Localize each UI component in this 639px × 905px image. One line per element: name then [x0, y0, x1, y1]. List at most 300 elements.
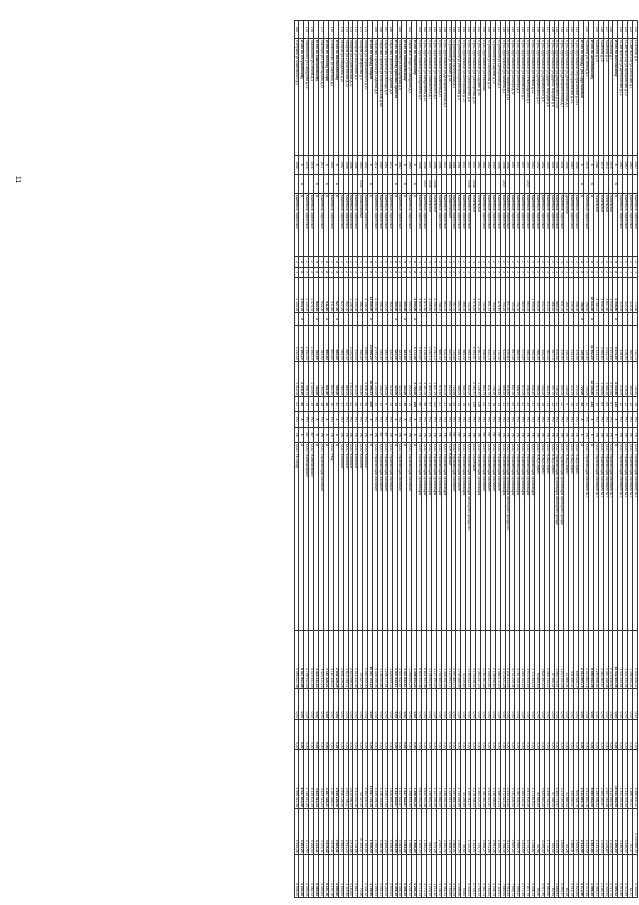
- table-cell: 1 456 553,01: [628, 630, 633, 688]
- table-cell: 702,60: [481, 277, 486, 313]
- table-cell: 172: [353, 21, 358, 39]
- table-cell: X: [588, 267, 593, 277]
- table-cell: 5: [603, 257, 608, 267]
- table-cell: 1 258 177,94: [382, 630, 387, 688]
- table-cell: РО: [623, 412, 628, 427]
- table-cell: 2 075,20: [373, 325, 378, 361]
- table-cell: 137: [544, 21, 549, 39]
- table-cell: 133: [564, 21, 569, 39]
- table-cell: 404 559,01: [569, 750, 574, 808]
- table-cell: ООО "Управляющая компания": [485, 442, 490, 630]
- table-cell: 1 609,83: [574, 808, 579, 854]
- table-cell: 143: [515, 21, 520, 39]
- table-cell: 1 986,69: [412, 808, 417, 854]
- table-cell: 64: [598, 397, 603, 412]
- table-cell: 712,70: [633, 325, 638, 361]
- table-cell: [338, 174, 343, 193]
- table-cell: РО: [505, 412, 510, 427]
- table-row: [451, 21, 456, 898]
- table-cell: 1 120 944,71: [446, 630, 451, 688]
- table-cell: X: [299, 257, 304, 267]
- table-cell: 911,60: [324, 277, 329, 313]
- table-cell: 10: [402, 397, 407, 412]
- table-cell: [588, 21, 593, 39]
- table-cell: 1 986 072,23: [495, 630, 500, 688]
- table-cell: Каменные, кирпичные: [628, 193, 633, 257]
- table-cell: УК: [608, 427, 613, 442]
- table-cell: 0,00: [598, 719, 603, 750]
- table-cell: Каменные, кирпичные: [584, 193, 589, 257]
- table-cell: 149,00: [564, 361, 569, 397]
- table-cell: 114: [613, 397, 618, 412]
- table-cell: ТСЖ "Южный": [446, 442, 451, 630]
- table-cell: X: [314, 257, 319, 267]
- table-cell: 2 505,09: [554, 808, 559, 854]
- table-cell: Каменные, кирпичные: [373, 193, 378, 257]
- table-row: [559, 21, 564, 898]
- table-cell: г.Гусь-Хрустальный ул.Менделеева д.9: [417, 38, 422, 155]
- table-cell: 1 828 655,33: [387, 630, 392, 688]
- table-cell: 6 844 953,58: [417, 630, 422, 688]
- table-cell: 2 032,10: [427, 325, 432, 361]
- table-cell: УК: [628, 427, 633, 442]
- table-cell: 3 423 411,23: [319, 630, 324, 688]
- table-cell: 3 309 099,05: [373, 750, 378, 808]
- table-cell: 10 958,20: [368, 325, 373, 361]
- table-cell: Итого по Камешковскому: [314, 38, 319, 155]
- table-cell: 4 038,13: [530, 854, 535, 897]
- table-cell: [534, 313, 539, 326]
- table-cell: 2: [343, 257, 348, 267]
- table-cell: X: [324, 174, 329, 193]
- table-row: [490, 21, 495, 898]
- table-cell: 177: [319, 21, 324, 39]
- table-cell: X: [299, 427, 304, 442]
- table-cell: Каменные, кирпичные: [539, 193, 544, 257]
- table-cell: 15: [495, 397, 500, 412]
- table-cell: 1957: [525, 155, 530, 174]
- table-cell: [559, 174, 564, 193]
- table-cell: [461, 174, 466, 193]
- table-cell: 0,00: [608, 719, 613, 750]
- table-cell: 4 038,75: [490, 854, 495, 897]
- table-cell: 0,00: [500, 719, 505, 750]
- table-cell: 2 449 734,21: [544, 750, 549, 808]
- table-cell: 378,00: [618, 361, 623, 397]
- table-row: [554, 21, 559, 898]
- table-cell: г.Гусь-Хрустальный ул.Октября д.4: [515, 38, 520, 155]
- table-cell: [485, 174, 490, 193]
- table-cell: 169: [373, 21, 378, 39]
- table-cell: 0,00: [466, 689, 471, 720]
- table-cell: 415,00: [628, 277, 633, 313]
- table-cell: [436, 313, 441, 326]
- table-cell: X: [412, 427, 417, 442]
- table-cell: Панельные: [593, 193, 598, 257]
- table-cell: 686,30: [436, 325, 441, 361]
- table-cell: г.Ковров ул.Некрасова д.5: [358, 38, 363, 155]
- table-cell: Панельные: [431, 193, 436, 257]
- table-cell: 783,00: [314, 325, 319, 361]
- table-cell: г.Гусь-Хрустальный ул.Транспортная д.8: [466, 38, 471, 155]
- table-cell: 4 093,37: [559, 854, 564, 897]
- table-cell: 2 771,45: [520, 854, 525, 897]
- table-cell: УК: [397, 427, 402, 442]
- table-cell: 18: [633, 397, 638, 412]
- table-cell: РО: [618, 412, 623, 427]
- table-cell: 1 044,00: [304, 325, 309, 361]
- table-cell: п.Красные Усады ул.Заводская д.1: [407, 38, 412, 155]
- table-row: [530, 21, 535, 898]
- table-row: [603, 21, 608, 898]
- table-cell: X: [392, 267, 397, 277]
- table-cell: 1 990 775,57: [554, 750, 559, 808]
- table-cell: г.Гусь-Хрустальный ул.Менделеева д.10: [422, 38, 427, 155]
- table-cell: 167: [382, 21, 387, 39]
- table-cell: 2: [476, 267, 481, 277]
- table-cell: РО: [525, 412, 530, 427]
- table-cell: 12: [628, 397, 633, 412]
- table-row: [373, 21, 378, 898]
- table-cell: 2: [319, 257, 324, 267]
- table-cell: X: [412, 193, 417, 257]
- table-cell: 0,00: [481, 689, 486, 720]
- table-cell: 18: [539, 397, 544, 412]
- table-cell: 0,00: [343, 689, 348, 720]
- table-cell: 63: [603, 397, 608, 412]
- table-cell: Каменные, кирпичные: [422, 193, 427, 257]
- table-cell: ВУ: [377, 427, 382, 442]
- table-cell: 4 052,33: [441, 854, 446, 897]
- table-cell: 2 363 207,23: [476, 750, 481, 808]
- table-cell: 2 514 932,58: [353, 750, 358, 808]
- table-cell: УК: [431, 427, 436, 442]
- table-cell: [495, 174, 500, 193]
- table-cell: 0,00: [515, 689, 520, 720]
- table-cell: 150: [481, 21, 486, 39]
- table-cell: X: [324, 442, 329, 630]
- table-cell: п.Малышево ул.Молодежная д.8: [397, 38, 402, 155]
- table-cell: X: [579, 155, 584, 174]
- table-row: [319, 21, 324, 898]
- table-cell: 0,00: [603, 719, 608, 750]
- table-cell: ООО "ЖЭЦ Сервис": [574, 442, 579, 630]
- table-cell: 1962: [338, 155, 343, 174]
- table-cell: 4 075,10: [525, 808, 530, 854]
- table-cell: 156: [451, 21, 456, 39]
- table-cell: 7 877,79: [525, 854, 530, 897]
- table-cell: 2: [530, 267, 535, 277]
- table-cell: 1979: [598, 155, 603, 174]
- table-cell: 2 614,70: [299, 277, 304, 313]
- table-cell: 0,00: [588, 719, 593, 750]
- table-cell: 3 896,40: [363, 325, 368, 361]
- table-cell: 142: [520, 21, 525, 39]
- table-cell: 8 663,66: [544, 854, 549, 897]
- table-cell: 128: [598, 21, 603, 39]
- table-cell: 0,00: [456, 689, 461, 720]
- table-cell: 1 164,84: [363, 808, 368, 854]
- table-cell: 0,00: [500, 689, 505, 720]
- table-cell: ООО "Управляющая организация жилищного фонда": [559, 442, 564, 630]
- table-cell: 0,00: [481, 719, 486, 750]
- table-cell: [319, 313, 324, 326]
- table-cell: Итого по городу Ковров: [368, 38, 373, 155]
- table-cell: 1 887,84: [588, 808, 593, 854]
- table-cell: 4 976,25: [471, 277, 476, 313]
- table-cell: РО: [338, 412, 343, 427]
- table-cell: 18: [446, 397, 451, 412]
- table-cell: 3 879,42: [328, 808, 333, 854]
- table-cell: 1 050,00: [530, 277, 535, 313]
- table-cell: п.Шексна д.14: [603, 38, 608, 155]
- table-cell: 0,00: [618, 689, 623, 720]
- table-cell: 776,40: [495, 361, 500, 397]
- table-cell: ООО "Управляющая организация": [422, 442, 427, 630]
- table-cell: [618, 313, 623, 326]
- table-cell: 1 223,97: [471, 808, 476, 854]
- table-cell: 1 865,10: [427, 361, 432, 397]
- table-cell: 1959: [363, 155, 368, 174]
- table-cell: X: [412, 155, 417, 174]
- table-cell: УК: [534, 427, 539, 442]
- table-cell: г.Гусь-Хрустальный ул.Чапаева д.1: [500, 38, 505, 155]
- table-cell: г.Гусь-Хрустальный ул.Дзержинского д.10: [534, 38, 539, 155]
- table-cell: ООО "Комбинат": [358, 442, 363, 630]
- document-sheet: [28, 20, 638, 898]
- table-cell: УК: [471, 427, 476, 442]
- table-cell: г.Гусь-Хрустальный ул.Тимирязева д.14: [505, 38, 510, 155]
- table-cell: 4 148,00: [363, 277, 368, 313]
- table-cell: 2: [343, 267, 348, 277]
- table-cell: 1972: [387, 155, 392, 174]
- table-cell: 1958: [500, 155, 505, 174]
- table-cell: 1952: [539, 155, 544, 174]
- table-row: [579, 21, 584, 898]
- table-cell: X: [333, 257, 338, 267]
- table-cell: 3 781 305,03: [515, 750, 520, 808]
- table-cell: ООО "Управляющая компания №1": [628, 442, 633, 630]
- table-cell: Каменные, кирпичные: [485, 193, 490, 257]
- table-row: [427, 21, 432, 898]
- table-cell: 2 286,00: [613, 808, 618, 854]
- table-cell: 0,00: [490, 689, 495, 720]
- table-cell: [544, 174, 549, 193]
- table-cell: 1 012,00: [294, 325, 299, 361]
- table-cell: УК: [530, 427, 535, 442]
- table-cell: 4 114,96: [343, 854, 348, 897]
- table-cell: 2 646 128,26: [338, 630, 343, 688]
- table-cell: ООО "Управляющая организация": [520, 442, 525, 630]
- table-cell: [534, 174, 539, 193]
- table-cell: п.Шексна ул.Ленина д.3: [584, 38, 589, 155]
- table-row: [569, 21, 574, 898]
- table-cell: 1960: [618, 155, 623, 174]
- table-cell: X: [299, 313, 304, 326]
- table-cell: 10 985,21: [368, 361, 373, 397]
- table-cell: 616,80: [505, 325, 510, 361]
- table-cell: X: [324, 155, 329, 174]
- table-cell: X: [333, 267, 338, 277]
- table-cell: [353, 174, 358, 193]
- table-cell: X: [299, 193, 304, 257]
- table-cell: 565,00: [338, 325, 343, 361]
- table-cell: 0,00: [431, 689, 436, 720]
- table-cell: 614,00: [441, 325, 446, 361]
- table-cell: 200: [368, 397, 373, 412]
- table-cell: 0,00: [358, 689, 363, 720]
- table-cell: 16: [324, 397, 329, 412]
- table-cell: [309, 313, 314, 326]
- table-cell: 2: [549, 257, 554, 267]
- table-cell: ООО "Управляющая организация": [515, 442, 520, 630]
- table-cell: 0,00: [613, 719, 618, 750]
- table-cell: X: [314, 427, 319, 442]
- table-cell: 585,00: [461, 325, 466, 361]
- table-cell: X: [588, 257, 593, 267]
- table-cell: 0,00: [333, 719, 338, 750]
- table-cell: 4 562 500,00: [363, 630, 368, 688]
- table-cell: 1: [471, 267, 476, 277]
- table-cell: РО: [436, 412, 441, 427]
- table-cell: 403,00: [539, 325, 544, 361]
- table-cell: ООО "Управляющая организация": [436, 442, 441, 630]
- table-cell: [451, 174, 456, 193]
- table-cell: РО: [633, 412, 638, 427]
- table-cell: РО: [476, 412, 481, 427]
- table-row: [623, 21, 628, 898]
- table-cell: 0,00: [476, 689, 481, 720]
- table-cell: 1 762 361,55: [481, 750, 486, 808]
- table-cell: 323,00: [397, 361, 402, 397]
- table-cell: Каменные, кирпичные: [574, 193, 579, 257]
- table-cell: X: [579, 193, 584, 257]
- table-cell: 1934: [554, 155, 559, 174]
- table-cell: 0,00: [539, 719, 544, 750]
- table-row: [618, 21, 623, 898]
- table-cell: Каменные, кирпичные: [525, 193, 530, 257]
- table-row: [633, 21, 638, 898]
- table-cell: 3 187 328,21: [328, 630, 333, 688]
- table-cell: [574, 174, 579, 193]
- table-cell: ООО "Управляющая компания": [387, 442, 392, 630]
- table-cell: п.Красная Горбатка ул.Садовая д.6: [373, 38, 378, 155]
- table-cell: [333, 21, 338, 39]
- table-cell: [549, 313, 554, 326]
- table-cell: 2 483 360,67: [598, 630, 603, 688]
- table-row: [446, 21, 451, 898]
- table-cell: 2: [373, 267, 378, 277]
- table-cell: 15 511 665,08: [613, 750, 618, 808]
- table-cell: 15: [461, 397, 466, 412]
- table-cell: Каменные, кирпичные: [461, 193, 466, 257]
- table-cell: 0,00: [377, 689, 382, 720]
- table-cell: [461, 313, 466, 326]
- table-cell: 170: [363, 21, 368, 39]
- table-cell: 2 413 946,52: [608, 630, 613, 688]
- table-row: [574, 21, 579, 898]
- table-cell: 47 253,47: [358, 808, 363, 854]
- table-cell: [495, 313, 500, 326]
- table-cell: РО: [554, 412, 559, 427]
- table-cell: 2: [510, 257, 515, 267]
- table-cell: 2 753,15: [476, 854, 481, 897]
- table-cell: 2: [559, 267, 564, 277]
- table-cell: 0,00: [544, 719, 549, 750]
- table-cell: 152: [471, 21, 476, 39]
- table-cell: 0,00: [417, 719, 422, 750]
- table-cell: 4 654,30: [510, 808, 515, 854]
- table-cell: 565,00: [333, 361, 338, 397]
- table-cell: УК: [461, 427, 466, 442]
- table-cell: 323,00: [392, 361, 397, 397]
- table-cell: Каменные, кирпичные: [569, 193, 574, 257]
- table-cell: [490, 313, 495, 326]
- table-body: [294, 21, 637, 898]
- table-row: [377, 21, 382, 898]
- table-cell: 2 941,29: [343, 808, 348, 854]
- table-cell: 165,00: [564, 277, 569, 313]
- table-row: [304, 21, 309, 898]
- table-cell: 397,70: [549, 361, 554, 397]
- table-cell: 2: [358, 257, 363, 267]
- table-cell: X: [314, 412, 319, 427]
- table-cell: 4 160,62: [348, 854, 353, 897]
- table-cell: РО: [422, 412, 427, 427]
- table-cell: 166: [387, 21, 392, 39]
- table-cell: X: [613, 442, 618, 630]
- table-cell: 911,60: [328, 277, 333, 313]
- table-cell: НУ: [495, 427, 500, 442]
- table-cell: [476, 174, 481, 193]
- table-cell: Итого по городу Гусь-Хрустальный: [579, 38, 584, 155]
- table-cell: 12: [559, 397, 564, 412]
- table-cell: 3: [417, 257, 422, 267]
- table-cell: [299, 21, 304, 39]
- table-cell: г.Гусь-Хрустальный ул.Дружбы Народов д.6: [549, 38, 554, 155]
- table-cell: 4: [431, 267, 436, 277]
- table-cell: 1961: [382, 155, 387, 174]
- table-cell: 0,00: [338, 719, 343, 750]
- table-cell: 90 665,65: [534, 630, 539, 688]
- table-cell: 4 599 021,08: [294, 630, 299, 688]
- table-cell: 22: [520, 397, 525, 412]
- table-cell: [353, 313, 358, 326]
- table-cell: 672,00: [500, 325, 505, 361]
- table-cell: [539, 174, 544, 193]
- table-cell: 2 497 348,38: [603, 750, 608, 808]
- table-cell: 1 998,38: [588, 854, 593, 897]
- table-cell: 466,10: [549, 277, 554, 313]
- table-cell: 4 372,11: [314, 808, 319, 854]
- table-cell: 647,30: [510, 325, 515, 361]
- table-cell: ООО "Управляющая организация": [417, 442, 422, 630]
- table-cell: Каменные, кирпичные: [515, 193, 520, 257]
- table-cell: X: [588, 442, 593, 630]
- table-cell: 2009: [358, 174, 363, 193]
- table-cell: 0,00: [564, 719, 569, 750]
- table-cell: 3 372 621,28: [500, 630, 505, 688]
- table-cell: 2 495,14: [495, 808, 500, 854]
- table-row: [500, 21, 505, 898]
- table-cell: X: [588, 412, 593, 427]
- table-cell: 1 136 055,85: [377, 750, 382, 808]
- table-cell: УК: [373, 427, 378, 442]
- table-cell: УК: [564, 427, 569, 442]
- table-cell: 8 027 843,98: [299, 630, 304, 688]
- table-cell: 2: [603, 267, 608, 277]
- table-row: [485, 21, 490, 898]
